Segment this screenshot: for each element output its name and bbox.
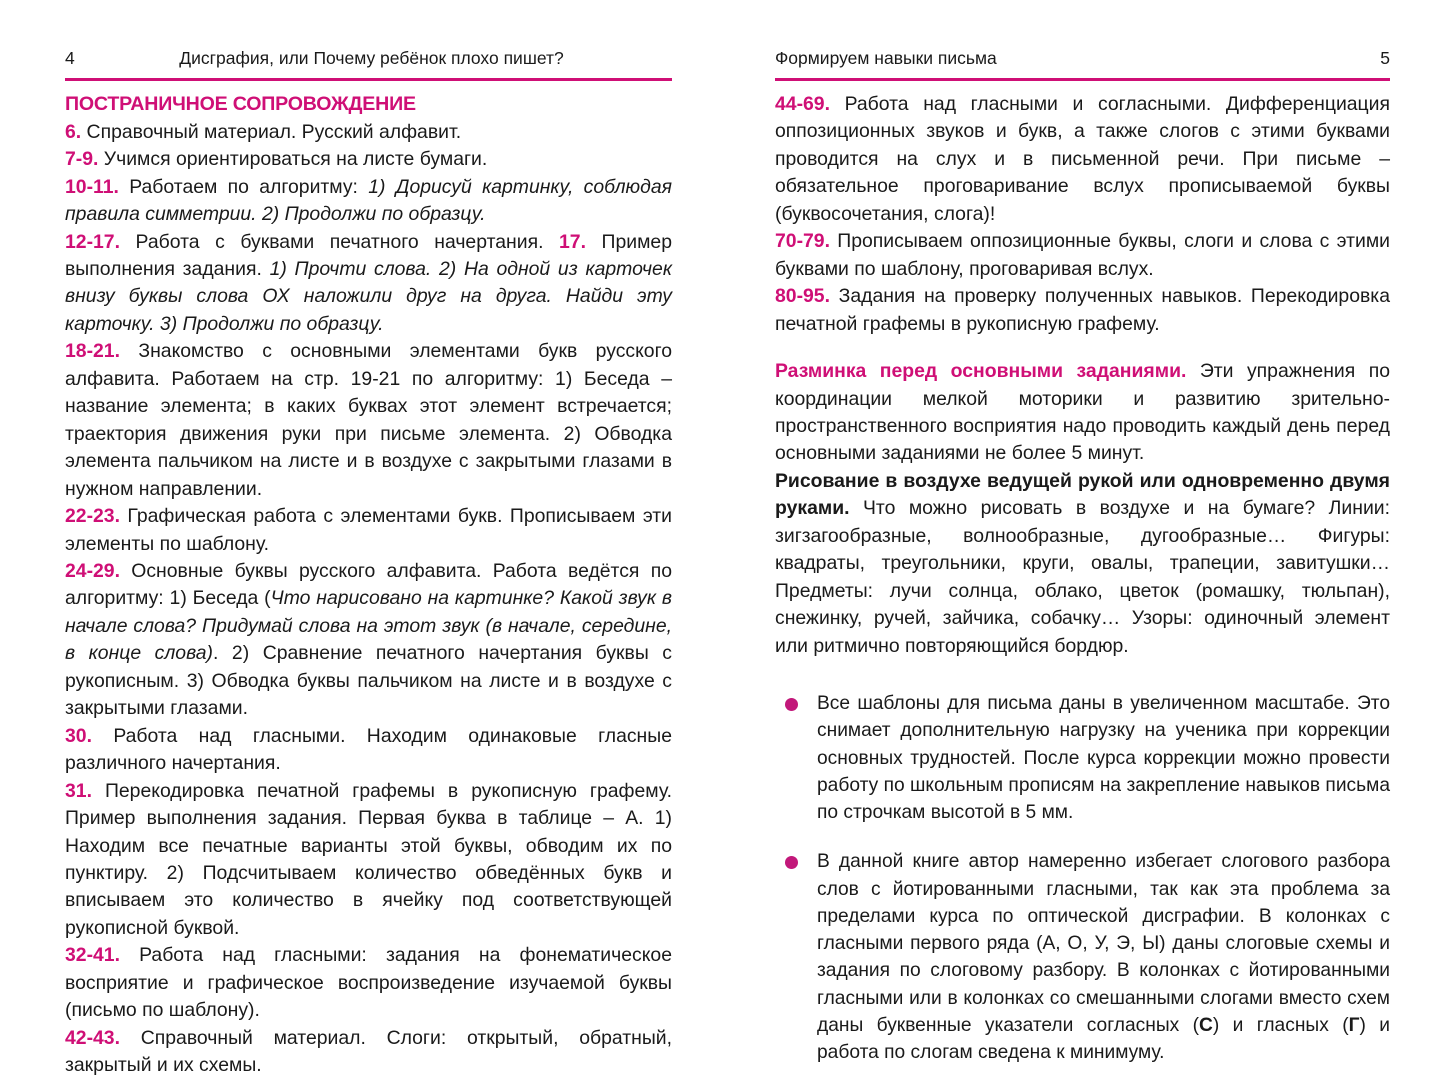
text-run: Работаем по алгоритму: (118, 175, 369, 198)
bullet-list (775, 690, 1390, 1066)
section-title: ПОСТРАНИЧНОЕ СОПРОВОЖДЕНИЕ (65, 93, 416, 115)
page-entry (65, 942, 672, 1024)
page-entry (65, 174, 672, 229)
page-entry (65, 503, 672, 558)
entry-number: 6. (65, 120, 82, 143)
page-entry (775, 91, 1390, 228)
list-item (775, 848, 1390, 1066)
text-run: Знакомство с основными элементами букв русского алфавита. Работаем на стр. 19-21 по алгоритму: 1) Беседа – название элемента; в каких буквах этот элемент встречается; траектория движения руки при письме элемента. 2) Обводка элемента пальчиком на листе и в воздухе с закрытыми глазами в нужном направлении. (65, 340, 672, 500)
entry-number: 80-95. (775, 285, 830, 308)
entry-number: 22-23. (65, 505, 120, 528)
running-title-right: Формируем навыки письма (775, 48, 997, 68)
bullet-dot-icon (785, 856, 798, 869)
page-entry (65, 558, 672, 723)
entry-number: 42-43. (65, 1026, 120, 1049)
entry-number: 24-29. (65, 559, 120, 582)
list-item (775, 690, 1390, 826)
bold-run: Г (1348, 1014, 1360, 1036)
entry-number: 31. (65, 779, 92, 802)
page-entry (65, 229, 672, 339)
entry-number: 12-17. (65, 230, 120, 253)
entry-number: 32-41. (65, 944, 120, 967)
page-right (745, 0, 1445, 1064)
text-run: Пример выполнения задания. (65, 230, 672, 280)
bullet-text (817, 690, 1390, 826)
text-run: Все шаблоны для письма даны в увеличенном масштабе. Это снимает дополнительную нагрузку на ученика при коррекции основных трудностей. После курса коррекции можно провести работу по школьным прописям на закрепление навыков письма по строчкам высотой в 5 мм. (817, 693, 1390, 824)
bullet-dot-icon (785, 698, 798, 711)
entry-number: 70-79. (775, 230, 830, 253)
page-entry (65, 146, 672, 173)
page-entry (65, 778, 672, 943)
header-rule-right (775, 78, 1390, 81)
text-run: Работа над гласными и согласными. Дифференциация оппозиционных звуков и букв, а также слогов с этими буквами проводится на слух и в письменной речи. При письме – обязательное проговаривание вслух прописываемой буквы (буквосочетания, слога)! (775, 93, 1390, 225)
running-head-left (65, 45, 672, 71)
text-run: Справочный материал. Русский алфавит. (81, 120, 462, 143)
right-column-body (775, 91, 1390, 1067)
page-number-right: 5 (1380, 48, 1390, 68)
left-column-body (65, 91, 672, 1080)
text-run: Работа над гласными. Находим одинаковые гласные различного начертания. (65, 724, 672, 775)
text-run: Основные буквы русского алфавита. Работа ведётся по алгоритму: 1) Беседа ( (65, 559, 672, 610)
entry-number: 17. (559, 230, 586, 253)
entry-number: 44-69. (775, 93, 830, 115)
bold-run: С (1199, 1014, 1213, 1036)
italic-run: 1) Прочти слова. 2) На одной из карточек внизу буквы слова ОХ наложили друг на друга. Найди эту карточку. 3) Продолжи по образцу. (65, 257, 672, 335)
text-run: ) и гласных ( (1212, 1014, 1349, 1036)
air-drawing-paragraph (775, 468, 1390, 660)
text-run: Работа с буквами печатного начертания. (119, 230, 560, 253)
running-head-right (775, 45, 1390, 71)
page-number-left: 4 (65, 48, 75, 68)
text-run: Задания на проверку полученных навыков. Перекодировка печатной графемы в рукописную графему. (775, 285, 1390, 335)
page-entry (65, 338, 672, 503)
page-entry (65, 723, 672, 778)
running-title-left: Дисграфия, или Почему ребёнок плохо пишет? (179, 48, 564, 68)
entry-number: 18-21. (65, 340, 120, 363)
page-entry (65, 1025, 672, 1080)
entry-number: 10-11. (65, 175, 119, 198)
text-run: ) и работа по слогам сведена к минимуму. (817, 1014, 1390, 1064)
entry-number: 30. (65, 724, 92, 747)
italic-run: 1) Дорисуй картинку, соблюдая правила симметрии. 2) Продолжи по образцу. (65, 175, 672, 226)
air-drawing-heading: Рисование в воздухе ведущей рукой или одновременно двумя руками. (775, 469, 1390, 520)
entry-number: 7-9. (65, 148, 99, 171)
text-run: Учимся ориентироваться на листе бумаги. (98, 148, 488, 171)
text-run: Графическая работа с элементами букв. Прописываем эти элементы по шаблону. (65, 505, 672, 555)
text-run: . 2) Сравнение печатного начертания буквы с рукописным. 3) Обводка буквы пальчиком на листе и в воздухе с закрытыми глазами. (65, 642, 672, 720)
right-entry-list (775, 91, 1390, 338)
italic-run: Что нарисовано на картинке? Какой звук в начале слова? Придумай слова на этот звук (в начале, середине, в конце слова) (65, 587, 672, 665)
text-run: Работа над гласными: задания на фонематическое восприятие и графическое воспроизведение изучаемой буквы (письмо по шаблону). (65, 944, 672, 1022)
text-run: Справочный материал. Слоги: открытый, обратный, закрытый и их схемы. (65, 1026, 672, 1077)
text-run: В данной книге автор намеренно избегает слогового разбора слов с йотированными гласными, так как эта проблема за пределами курса по оптической дисграфии. В колонках с гласными первого ряда (А, О, У, Э, Ы) даны слоговые схемы и задания по слоговому разбору. В колонках с йотированными гласными или в колонках со смешанными слогами вместо схем даны буквенные указатели согласных ( (817, 851, 1390, 1036)
bullet-text (817, 848, 1390, 1066)
header-rule-left (65, 78, 672, 81)
warmup-paragraph (775, 358, 1390, 468)
page-entry (775, 283, 1390, 338)
text-run: Перекодировка печатной графемы в рукописную графему. Пример выполнения задания. Первая буква в таблице – А. 1) Находим все печатные варианты этой буквы, обводим их по пунктиру. 2) Подсчитываем количество обведённых букв и вписываем это количество в ячейку под соответствующей рукописной буквой. (65, 779, 672, 939)
page-entry (65, 119, 672, 146)
warmup-heading: Разминка перед основными заданиями. (775, 360, 1187, 383)
text-run: Прописываем оппозиционные буквы, слоги и слова с этими буквами по шаблону, проговаривая вслух. (775, 230, 1390, 280)
page-entry (775, 228, 1390, 283)
left-entry-list (65, 119, 672, 1080)
air-drawing-text: Что можно рисовать в воздухе и на бумаге? Линии: зигзагообразные, волнообразные, дугообразные… Фигуры: квадраты, треугольники, круги, овалы, трапеции, завитушки… Предметы: лучи солнца, облако, цветок (ромашку, тюльпан), снежинку, ручей, зайчика, собачку… Узоры: одиночный элемент или ритмично повторяющийся бордюр. (775, 497, 1390, 657)
warmup-text: Эти упражнения по координации мелкой моторики и развитию зрительно-пространственного восприятия надо проводить каждый день перед основными заданиями не более 5 минут. (775, 360, 1390, 465)
